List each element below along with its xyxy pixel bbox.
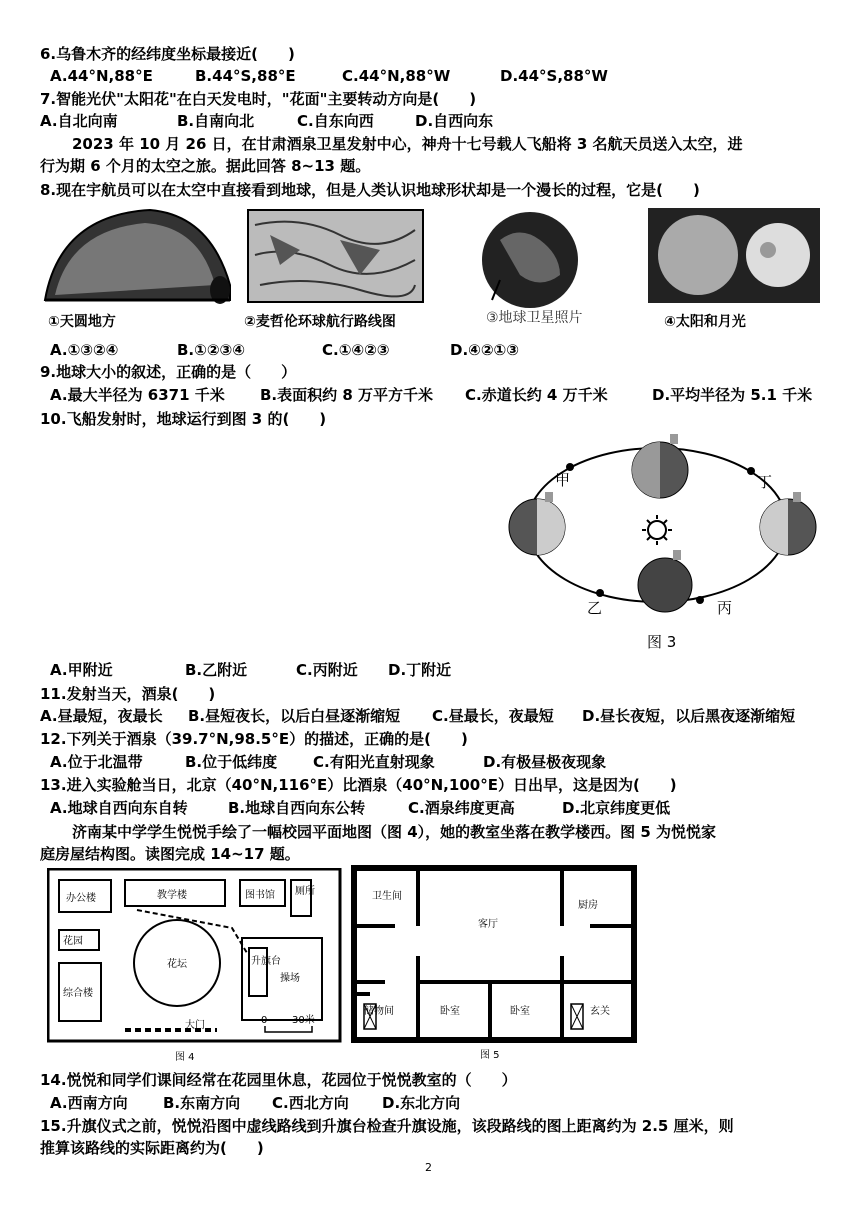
intro1-line1: 2023 年 10 月 26 日，在甘肃酒泉卫星发射中心，神舟十七号载人飞船将 3 名航天员送入太空，进 [72, 135, 743, 153]
sun-icon [642, 515, 672, 545]
q12-option-d: D.有极昼极夜现象 [483, 753, 607, 771]
label-bedroom-2: 卧室 [510, 1006, 530, 1017]
fig-caption-3: ③地球卫星照片 [486, 310, 583, 326]
earth-left [509, 492, 565, 555]
label-bing: 丙 [717, 599, 733, 617]
q7-option-d: D.自西向东 [415, 112, 494, 130]
q6-option-c: C.44°N,88°W [342, 67, 451, 85]
label-living-room: 客厅 [478, 919, 498, 930]
q10-option-c: C.丙附近 [296, 661, 358, 679]
q6-option-d: D.44°S,88°W [500, 67, 608, 85]
label-library: 图书馆 [245, 890, 275, 901]
label-garden: 花园 [63, 936, 83, 947]
intro1-line2: 行为期 6 个月的太空之旅。据此回答 8~13 题。 [40, 157, 371, 175]
q14-stem: 14.悦悦和同学们课间经常在花园里休息，花园位于悦悦教室的（ ） [40, 1071, 517, 1089]
q7-option-a: A.自北向南 [40, 112, 118, 130]
q14-option-d: D.东北方向 [382, 1094, 461, 1112]
figure-4-caption: 图 4 [175, 1052, 195, 1063]
q9-option-b: B.表面积约 8 万平方千米 [260, 386, 434, 404]
label-bedroom-1: 卧室 [440, 1006, 460, 1017]
scale-length: 30米 [292, 1015, 315, 1026]
scale-zero: 0 [261, 1015, 268, 1026]
q11-stem: 11.发射当天，酒泉( ) [40, 685, 216, 703]
intro2-line1: 济南某中学学生悦悦手绘了一幅校园平面地图（图 4），她的教室坐落在教学楼西。图 5 为悦悦家 [72, 823, 717, 841]
intro2-line2: 庭房屋结构图。读图完成 14~17 题。 [40, 845, 300, 863]
page-number: 2 [425, 1161, 432, 1174]
q8-option-b: B.①②③④ [177, 341, 245, 359]
q8-option-c: C.①④②③ [322, 341, 390, 359]
label-gate: 大门 [185, 1020, 205, 1031]
q6-option-b: B.44°S,88°E [195, 67, 296, 85]
q9-stem: 9.地球大小的叙述，正确的是（ ） [40, 363, 297, 381]
earth-right [760, 492, 816, 555]
q9-option-c: C.赤道长约 4 万千米 [465, 386, 608, 404]
fig-caption-2: ②麦哲伦环球航行路线图 [244, 314, 396, 330]
q10-option-a: A.甲附近 [50, 661, 113, 679]
q7-stem: 7.智能光伏"太阳花"在白天发电时，"花面"主要转动方向是( ) [40, 90, 477, 108]
label-bathroom: 卫生间 [372, 891, 402, 902]
q6-stem: 6.乌鲁木齐的经纬度坐标最接近( ) [40, 45, 295, 63]
fig-caption-1: ①天圆地方 [48, 314, 116, 330]
figure-5-caption: 图 5 [480, 1050, 500, 1061]
label-office-building: 办公楼 [66, 893, 96, 904]
q8-option-a: A.①③②④ [50, 341, 119, 359]
q9-option-d: D.平均半径为 5.1 千米 [652, 386, 813, 404]
sun-and-moon-image [648, 208, 820, 303]
q12-option-c: C.有阳光直射现象 [313, 753, 435, 771]
label-yi: 乙 [587, 599, 603, 617]
q7-option-b: B.自南向北 [177, 112, 255, 130]
satellite-earth-image [482, 212, 578, 308]
label-ding: 丁 [757, 473, 773, 491]
q8-option-d: D.④②①③ [450, 341, 519, 359]
campus-map-figure-4 [47, 868, 347, 1068]
q10-option-b: B.乙附近 [185, 661, 248, 679]
earth-top [632, 434, 688, 498]
q15-line2: 推算该路线的实际距离约为( ) [40, 1139, 264, 1157]
label-teaching-building: 教学楼 [157, 890, 187, 901]
label-jia: 甲 [555, 471, 571, 489]
house-plan-figure-5 [350, 864, 640, 1068]
label-complex-building: 综合楼 [63, 988, 93, 999]
q13-option-a: A.地球自西向东自转 [50, 799, 188, 817]
q7-option-c: C.自东向西 [297, 112, 374, 130]
q11-option-a: A.昼最短，夜最长 [40, 707, 163, 725]
q12-stem: 12.下列关于酒泉（39.7°N,98.5°E）的描述，正确的是( ) [40, 730, 468, 748]
q11-option-c: C.昼最长，夜最短 [432, 707, 554, 725]
figure-3-caption: 图 3 [647, 633, 677, 651]
q13-stem: 13.进入实验舱当日，北京（40°N,116°E）比酒泉（40°N,100°E）日出早，这是因为( ) [40, 776, 677, 794]
label-storage-room: 储物间 [364, 1006, 394, 1017]
q11-option-b: B.昼短夜长，以后白昼逐渐缩短 [188, 707, 401, 725]
q14-option-b: B.东南方向 [163, 1094, 241, 1112]
q13-option-b: B.地球自西向东公转 [228, 799, 366, 817]
label-entryway: 玄关 [590, 1006, 610, 1017]
label-flowerbed: 花坛 [167, 959, 187, 970]
q12-option-a: A.位于北温带 [50, 753, 143, 771]
q11-option-d: D.昼长夜短，以后黑夜逐渐缩短 [582, 707, 796, 725]
orbit-figure-3 [505, 430, 820, 655]
q15-line1: 15.升旗仪式之前，悦悦沿图中虚线路线到升旗台检查升旗设施，该段路线的图上距离约为 2.5 厘米，则 [40, 1117, 734, 1135]
q12-option-b: B.位于低纬度 [185, 753, 278, 771]
magellan-route-map [248, 210, 423, 302]
q10-option-d: D.丁附近 [388, 661, 452, 679]
q14-option-a: A.西南方向 [50, 1094, 128, 1112]
dome-earth-image [45, 210, 230, 304]
q6-option-a: A.44°N,88°E [50, 67, 153, 85]
label-kitchen: 厨房 [578, 900, 598, 911]
fig-caption-4: ④太阳和月光 [664, 314, 746, 330]
label-playground: 操场 [280, 973, 300, 984]
label-flagpole: 升旗台 [251, 956, 281, 967]
label-toilet: 厕所 [295, 886, 315, 897]
q13-option-c: C.酒泉纬度更高 [408, 799, 515, 817]
q10-stem: 10.飞船发射时，地球运行到图 3 的( ) [40, 410, 327, 428]
q9-option-a: A.最大半径为 6371 千米 [50, 386, 225, 404]
q14-option-c: C.西北方向 [272, 1094, 349, 1112]
q8-stem: 8.现在宇航员可以在太空中直接看到地球，但是人类认识地球形状却是一个漫长的过程，它是( ) [40, 181, 700, 199]
q13-option-d: D.北京纬度更低 [562, 799, 671, 817]
earth-bottom [638, 550, 692, 612]
